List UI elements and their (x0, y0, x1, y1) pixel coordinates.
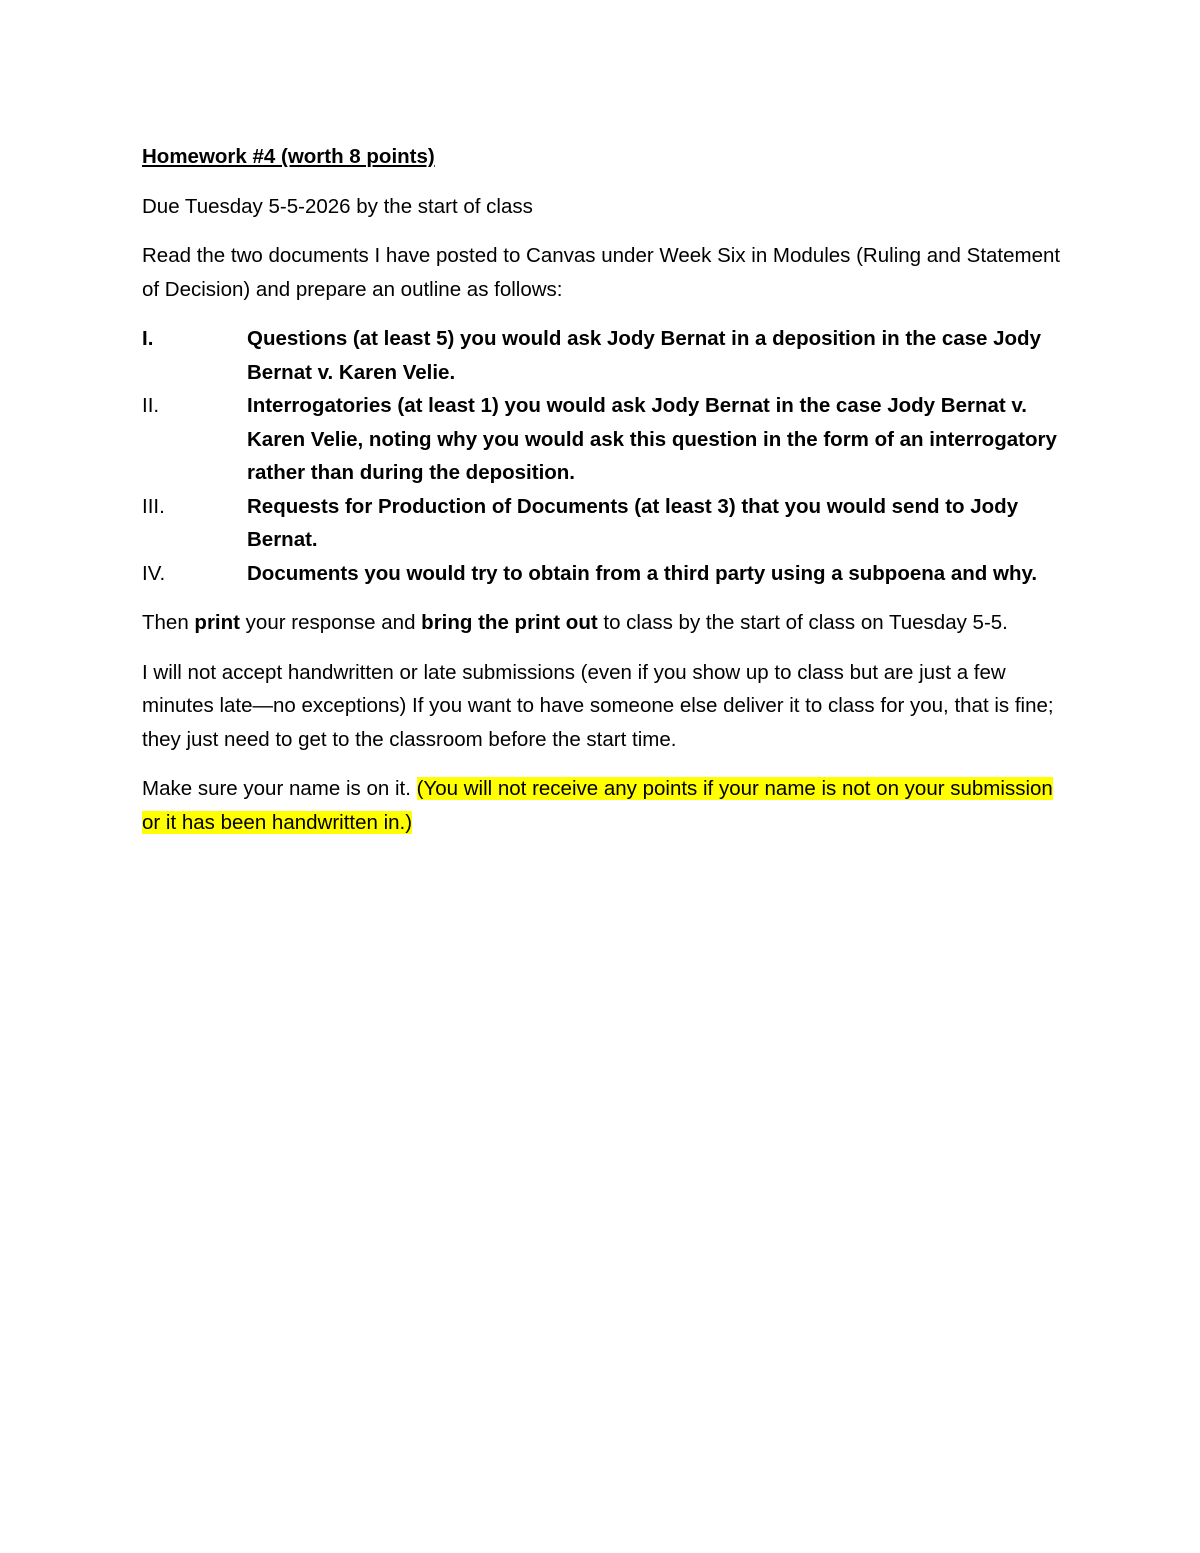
name-requirement-text: Make sure your name is on it. (142, 777, 417, 800)
outline-text: Documents you would try to obtain from a third party using a subpoena and why. (247, 561, 1038, 585)
document-body (142, 140, 1067, 855)
outline-item (142, 322, 1067, 389)
outline-text: Questions (at least 5) you would ask Jody Bernat in a deposition in the case Jody Bernat v. Karen Velie. (247, 327, 1041, 384)
assignment-outline (142, 322, 1067, 590)
intro-paragraph: Read the two documents I have posted to Canvas under Week Six in Modules (Ruling and Statement of Decision) and prepare an outline as follows: (142, 244, 1061, 301)
bring-printout-emphasis: bring the print out (421, 611, 598, 634)
late-policy-paragraph: I will not accept handwritten or late submissions (even if you show up to class but are just a few minutes late—no exceptions) If you want to have someone else deliver it to class for you, that is fine; they just need to get to the classroom before the start time. (142, 660, 1054, 751)
outline-item (142, 557, 1067, 591)
outline-number: IV. (142, 561, 166, 585)
document-title: Homework #4 (worth 8 points) (142, 145, 435, 168)
due-date: Due Tuesday 5-5-2026 by the start of class (142, 194, 533, 218)
outline-number: III. (142, 494, 165, 518)
outline-number: II. (142, 394, 160, 417)
outline-item (142, 389, 1067, 490)
name-requirement-paragraph (142, 772, 1067, 839)
outline-text: Requests for Production of Documents (at least 3) that you would send to Jody Bernat. (247, 494, 1019, 551)
highlighted-warning: (You will not receive any points if your name is not on your submission or it has been handwritten in.) (142, 777, 1053, 834)
outline-item (142, 490, 1067, 557)
print-emphasis: print (194, 611, 240, 634)
print-text-3: to class by the start of class on Tuesday 5-5. (597, 611, 1008, 634)
print-text-1: Then (142, 611, 195, 634)
print-instructions (142, 606, 1067, 640)
outline-text: Interrogatories (at least 1) you would ask Jody Bernat in the case Jody Bernat v. Karen Velie, noting why you would ask this question in the form of an interrogatory rather than during the deposition. (247, 394, 1057, 484)
outline-number: I. (142, 327, 154, 350)
print-text-2: your response and (239, 611, 422, 634)
